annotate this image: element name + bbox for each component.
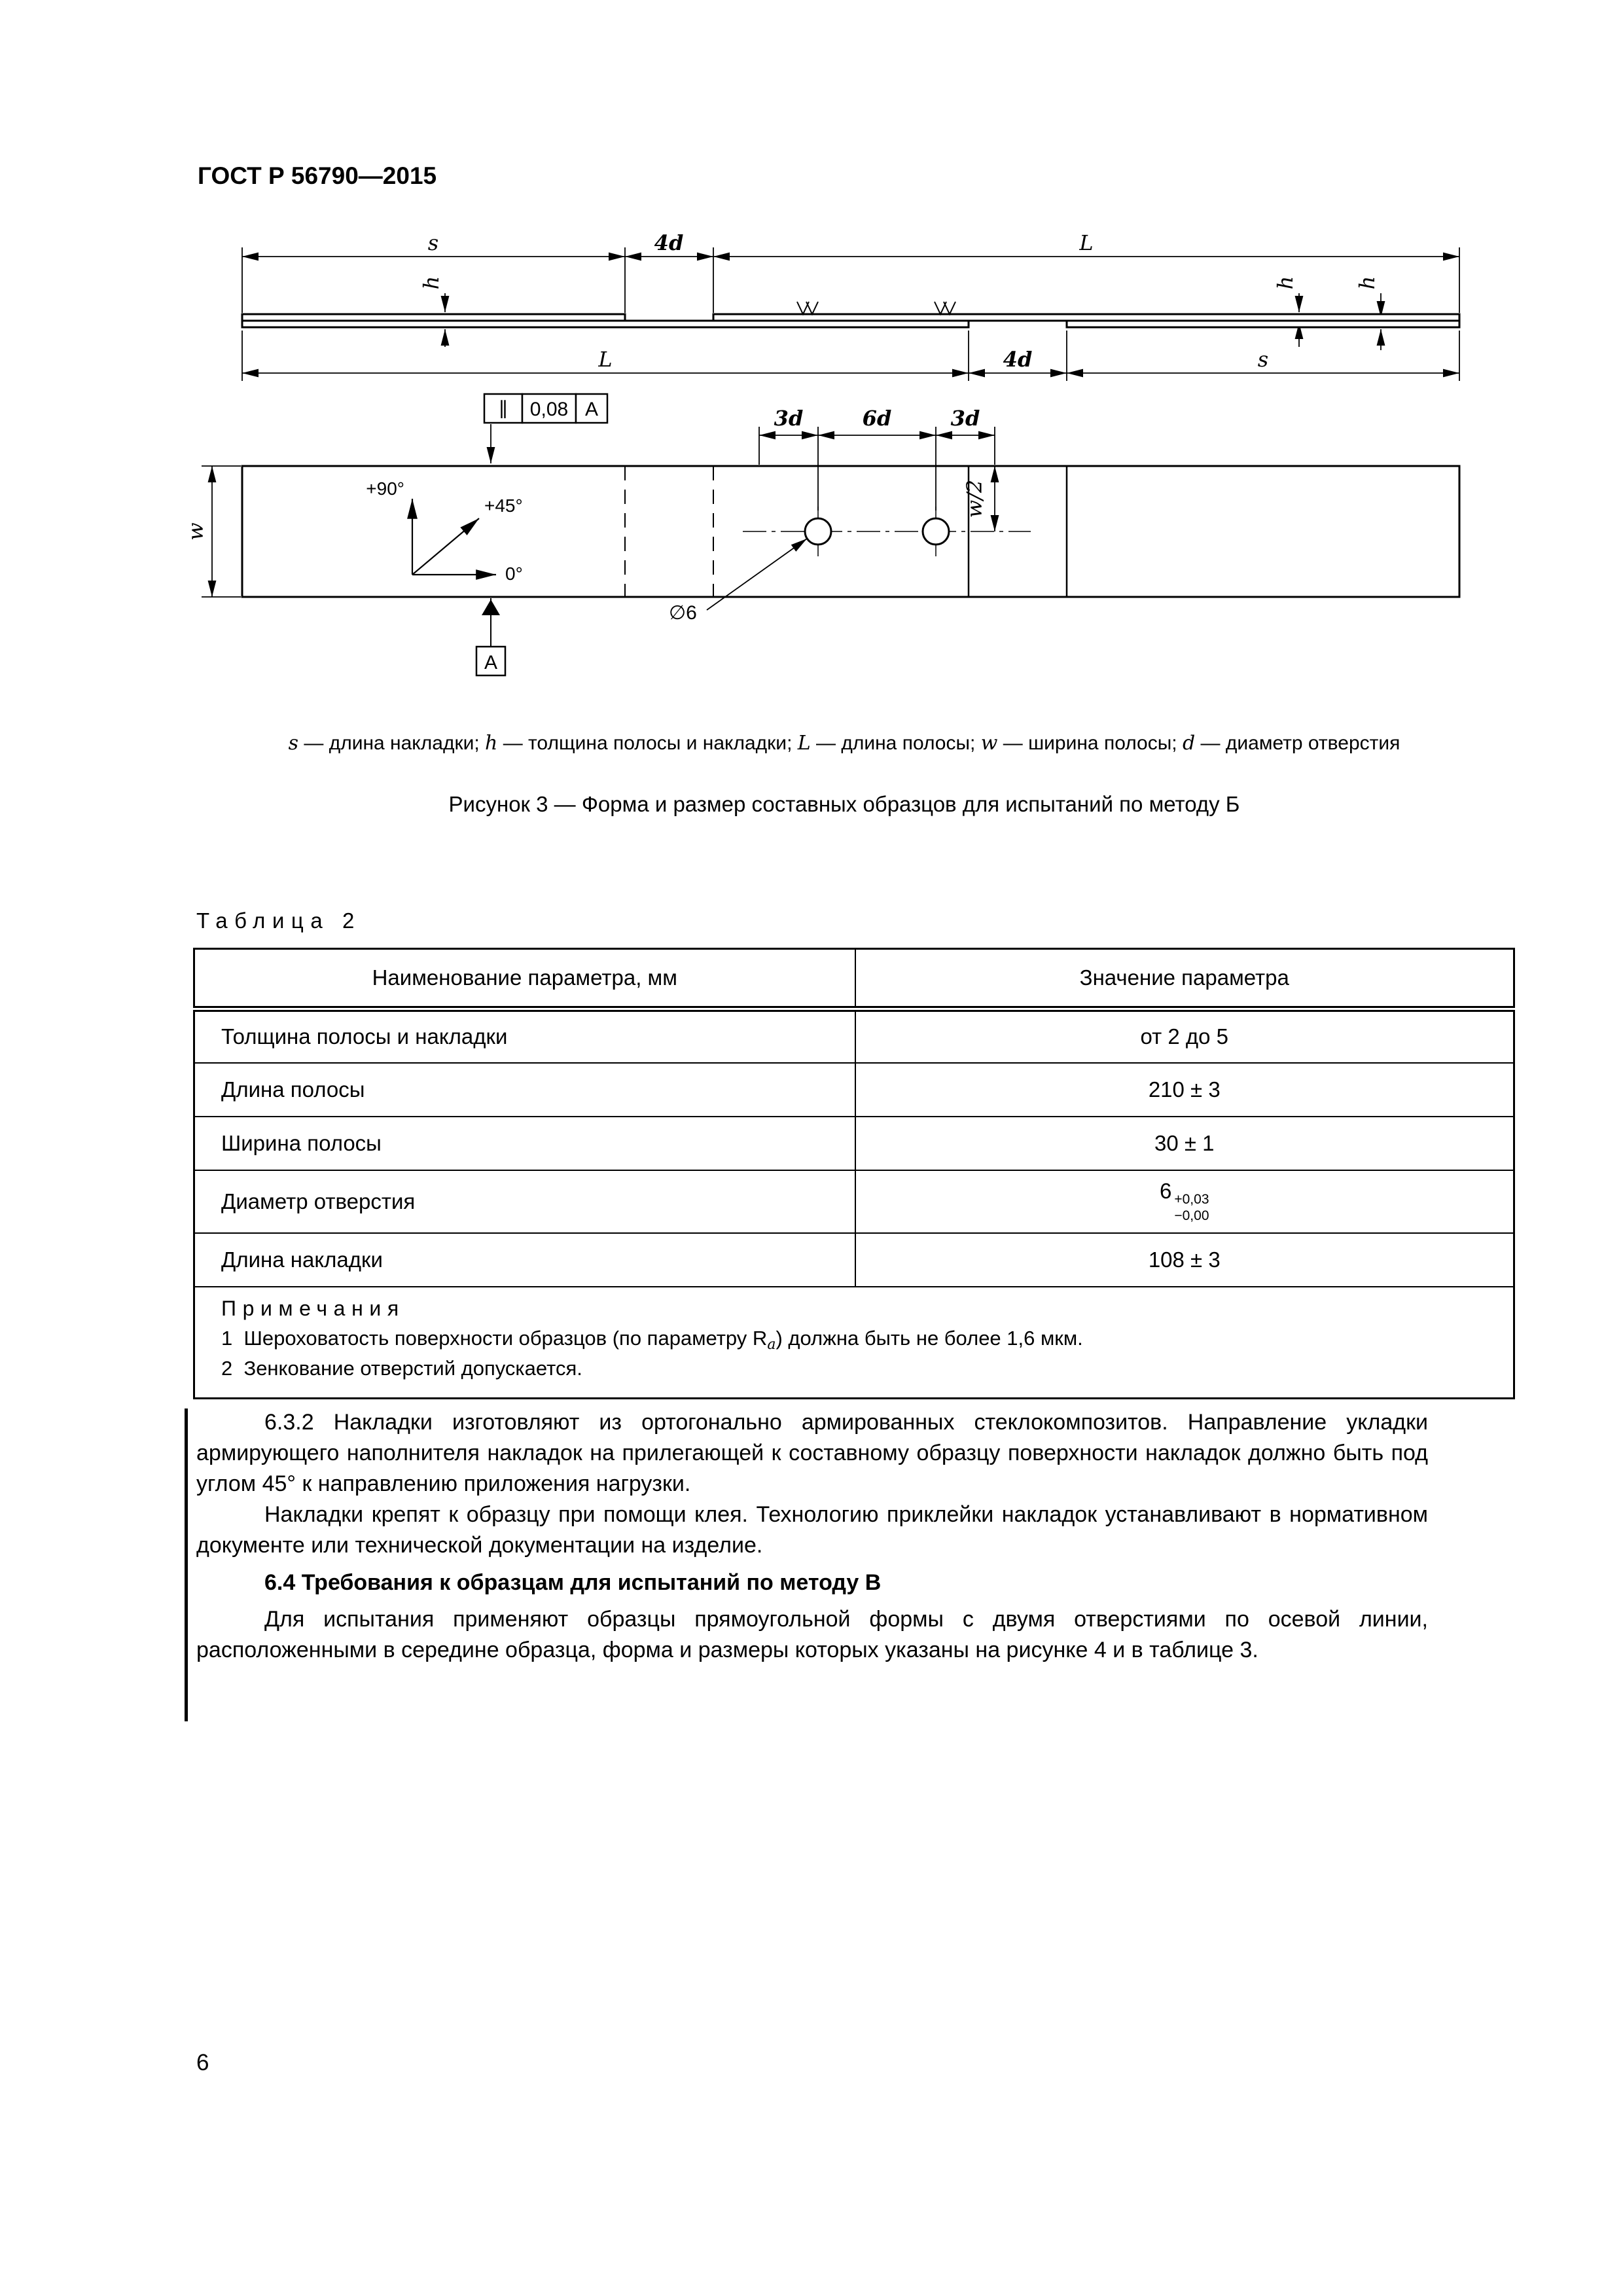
angle-label-45: +45° — [484, 495, 523, 516]
table-row — [194, 1117, 1514, 1170]
heading-6-4: 6.4 Требования к образцам для испытаний по методу В — [264, 1570, 882, 1595]
dim-label-h-right2: h — [1355, 276, 1380, 290]
dim-label-w: w — [183, 522, 208, 541]
bond-marks — [797, 302, 955, 314]
dim-label-3d-right: 3d — [950, 406, 980, 431]
datum-letter: A — [484, 652, 498, 673]
tolerance-datum-ref: A — [584, 399, 599, 420]
plan-view — [183, 394, 1459, 675]
dim-label-4d-bottom: 4d — [1003, 347, 1033, 372]
param-value-cell: 30 ± 1 — [855, 1117, 1514, 1170]
table-row — [194, 1233, 1514, 1287]
paragraph-6-4: Для испытания применяют образцы прямоугольной формы с двумя отверстиями по осевой линии, расположенными в середине образца, форма и размеры которых указаны на рисунке 4 и в таблице 3. — [196, 1607, 1428, 1663]
parallelism-symbol: ∥ — [499, 399, 508, 422]
hole-left — [805, 518, 831, 545]
note-1: 1 Шероховатость поверхности образцов (по параметру Ra) должна быть не более 1,6 мкм. — [221, 1326, 1083, 1353]
angle-rose — [412, 499, 496, 575]
param-value-cell: от 2 до 5 — [855, 1009, 1514, 1063]
table-row — [194, 1170, 1514, 1233]
param-name-cell: Ширина полосы — [194, 1117, 855, 1170]
specimen-drawing — [183, 216, 1479, 746]
page-number: 6 — [196, 2050, 209, 2075]
document-number: ГОСТ Р 56790—2015 — [198, 162, 437, 189]
figure-title: Рисунок 3 — Форма и размер составных образцов для испытаний по методу Б — [448, 792, 1240, 816]
dim-label-4d-top: 4d — [654, 230, 684, 255]
column-header-parameter: Наименование параметра, мм — [194, 949, 855, 1009]
table-header-row — [194, 949, 1514, 1009]
notes-title: Примечания — [221, 1296, 405, 1320]
hole-diameter-label: ∅6 — [669, 602, 697, 624]
figure-caption: s — длина накладки; h — толщина полосы и накладки; L — длина полосы; w — ширина полосы; d — диаметр отверстия — [288, 732, 1400, 755]
dim-label-L-top: L — [1079, 230, 1094, 255]
table-notes-row — [194, 1287, 1514, 1399]
table-row — [194, 1063, 1514, 1117]
datum-flag — [476, 598, 505, 675]
param-name-cell: Диаметр отверстия — [194, 1170, 855, 1233]
paragraph-6-3-2-cont: Накладки крепят к образцу при помощи клея. Технологию приклейки накладок устанавливают в нормативном документе или технической документации на изделие. — [196, 1501, 1428, 1558]
param-value-cell — [855, 1170, 1514, 1233]
body-text — [196, 1407, 1428, 1666]
angle-label-0: 0° — [505, 564, 523, 584]
side-view — [242, 230, 1459, 381]
table-notes-cell — [194, 1287, 1514, 1399]
tolerance-value: 0,08 — [529, 399, 569, 420]
dim-label-w2: w/2 — [962, 479, 987, 518]
param-value-cell: 210 ± 3 — [855, 1063, 1514, 1117]
dim-label-s-top: s — [427, 230, 439, 255]
dim-label-3d-left: 3d — [774, 406, 804, 431]
table-label: Таблица 2 — [196, 908, 361, 933]
diameter-tolerance: +0,03 −0,00 — [1174, 1192, 1209, 1223]
dim-label-L-bottom: L — [598, 347, 613, 372]
revision-change-bar — [185, 1408, 188, 1721]
parameters-table — [193, 948, 1515, 1399]
hole-right — [923, 518, 949, 545]
dim-label-s-bottom: s — [1257, 347, 1269, 372]
paragraph-6-3-2: 6.3.2 Накладки изготовляют из ортогонально армированных стеклокомпозитов. Направление укладки армирующего наполнителя накладок на прилегающей к составному образцу поверхности накладок должно быть под углом 45° к направлению приложения нагрузки. — [196, 1410, 1428, 1496]
figure-3-drawing — [183, 216, 1479, 746]
param-name-cell: Длина полосы — [194, 1063, 855, 1117]
tolerance-frame — [484, 394, 607, 463]
dim-label-6d: 6d — [862, 406, 892, 431]
param-value-cell: 108 ± 3 — [855, 1233, 1514, 1287]
param-name-cell: Длина накладки — [194, 1233, 855, 1287]
column-header-value: Значение параметра — [855, 949, 1514, 1009]
param-name-cell: Толщина полосы и накладки — [194, 1009, 855, 1063]
table-row — [194, 1009, 1514, 1063]
angle-label-90: +90° — [366, 478, 404, 499]
diameter-value: 6 — [1160, 1179, 1172, 1204]
dim-label-h-right1: h — [1273, 276, 1298, 290]
strip-stack — [242, 314, 1459, 327]
dim-label-h-left: h — [419, 276, 444, 290]
note-2: 2 Зенкование отверстий допускается. — [221, 1356, 582, 1380]
